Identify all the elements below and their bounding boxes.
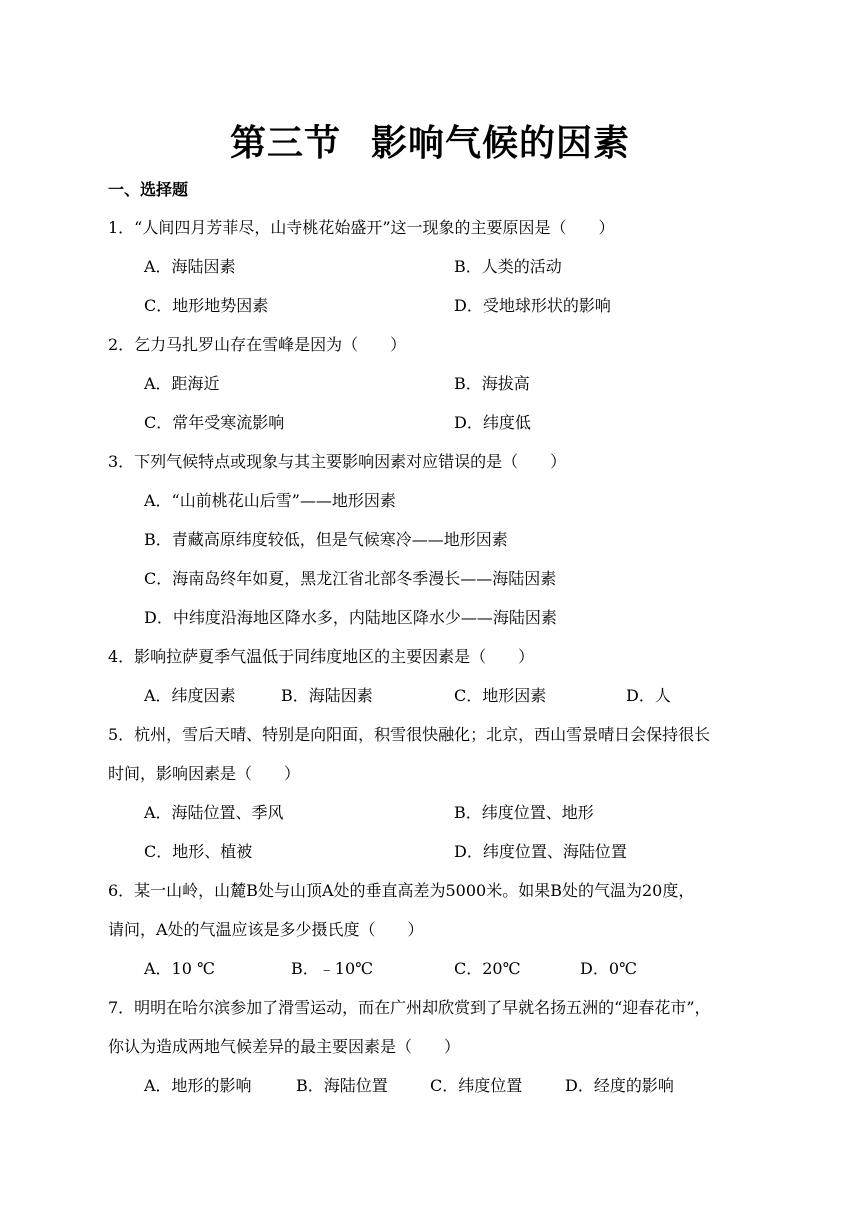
question-3-option-d: D．中纬度沿海地区降水多，内陆地区降水少——海陆因素 bbox=[144, 608, 557, 627]
question-3-option-c: C．海南岛终年如夏，黑龙江省北部冬季漫长——海陆因素 bbox=[144, 569, 557, 588]
question-2-option-c: C．常年受寒流影响 bbox=[144, 413, 285, 432]
question-7-option-d: D．经度的影响 bbox=[565, 1076, 674, 1095]
question-7-option-c: C．纬度位置 bbox=[430, 1076, 523, 1095]
question-5-option-b: B．纬度位置、地形 bbox=[454, 803, 594, 822]
question-3-option-b: B．青藏高原纬度较低，但是气候寒冷——地形因素 bbox=[144, 530, 508, 549]
question-4-option-c: C．地形因素 bbox=[454, 686, 547, 705]
question-7-option-a: A．地形的影响 bbox=[144, 1076, 252, 1095]
page-title bbox=[0, 118, 860, 170]
question-7-option-b: B．海陆位置 bbox=[296, 1076, 388, 1095]
question-5-text-continued: 时间，影响因素是（ ） bbox=[108, 764, 301, 783]
question-3-option-a: A．“山前桃花山后雪”——地形因素 bbox=[144, 491, 396, 510]
question-5-option-a: A．海陆位置、季风 bbox=[144, 803, 284, 822]
question-6-option-a: A．10 ℃ bbox=[144, 959, 215, 978]
question-2-option-d: D．纬度低 bbox=[454, 413, 531, 432]
question-4-option-a: A．纬度因素 bbox=[144, 686, 236, 705]
question-2-text: 2．乞力马扎罗山存在雪峰是因为（ ） bbox=[108, 335, 407, 354]
question-5-option-c: C．地形、植被 bbox=[144, 842, 253, 861]
question-1-option-c: C．地形地势因素 bbox=[144, 296, 269, 315]
question-6-option-d: D．0℃ bbox=[580, 959, 637, 978]
question-1-option-a: A．海陆因素 bbox=[144, 257, 236, 276]
question-1-text: 1．“人间四月芳菲尽，山寺桃花始盛开”这一现象的主要原因是（ ） bbox=[108, 218, 615, 237]
question-5-option-d: D．纬度位置、海陆位置 bbox=[454, 842, 627, 861]
question-2-option-b: B．海拔高 bbox=[454, 374, 530, 393]
question-6-option-c: C．20℃ bbox=[454, 959, 521, 978]
question-6-option-b: B．﹣10℃ bbox=[291, 959, 374, 978]
question-5-text: 5．杭州，雪后天晴、特别是向阳面，积雪很快融化；北京，西山雪景晴日会保持很长 bbox=[108, 725, 711, 744]
question-4-option-b: B．海陆因素 bbox=[281, 686, 373, 705]
section-heading: 一、选择题 bbox=[108, 180, 189, 199]
question-4-option-d: D．人 bbox=[626, 686, 671, 705]
question-1-option-b: B．人类的活动 bbox=[454, 257, 562, 276]
question-6-text: 6．某一山岭，山麓B处与山顶A处的垂直高差为5000米。如果B处的气温为20度， bbox=[108, 881, 695, 900]
question-4-text: 4．影响拉萨夏季气温低于同纬度地区的主要因素是（ ） bbox=[108, 647, 535, 666]
title-subject: 影响气候的因素 bbox=[371, 123, 631, 164]
question-3-text: 3．下列气候特点或现象与其主要影响因素对应错误的是（ ） bbox=[108, 452, 567, 471]
question-6-text-continued: 请问，A处的气温应该是多少摄氏度（ ） bbox=[108, 920, 424, 939]
question-1-option-d: D．受地球形状的影响 bbox=[454, 296, 611, 315]
question-7-text-continued: 你认为造成两地气候差异的最主要因素是（ ） bbox=[108, 1037, 461, 1056]
question-7-text: 7．明明在哈尔滨参加了滑雪运动，而在广州却欣赏到了早就名扬五洲的“迎春花市”， bbox=[108, 998, 711, 1017]
question-2-option-a: A．距海近 bbox=[144, 374, 220, 393]
title-chapter: 第三节 bbox=[229, 123, 341, 164]
